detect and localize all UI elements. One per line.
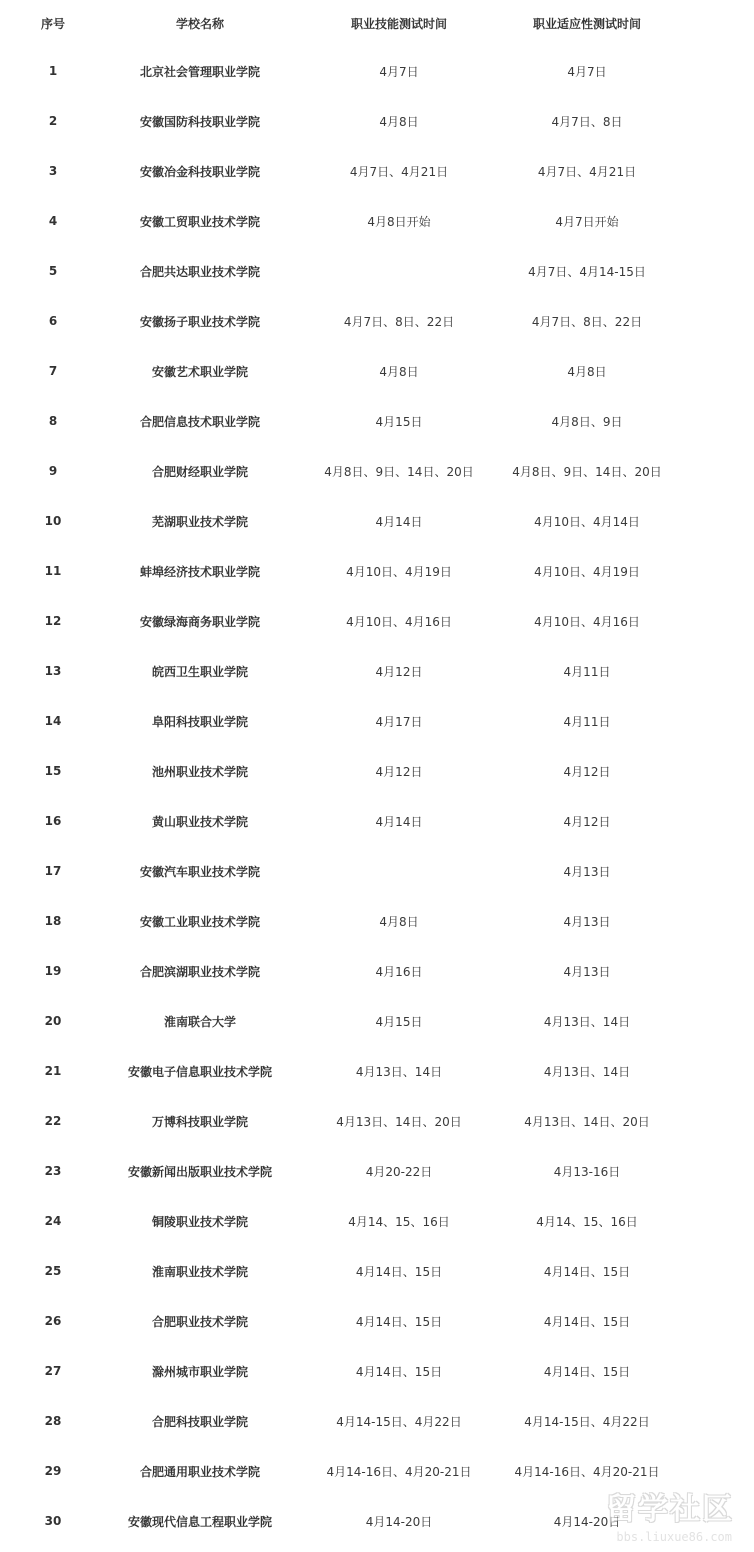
- aptitude-test-time: 4月14日、15日: [543, 1264, 631, 1279]
- table-row: [0, 1146, 754, 1196]
- school-name: 合肥信息技术职业学院: [139, 414, 260, 429]
- row-index: 16: [44, 814, 62, 828]
- school-name: 铜陵职业技术学院: [151, 1214, 248, 1229]
- table-row: [0, 1346, 754, 1396]
- skill-test-time: 4月10日、4月16日: [346, 614, 452, 629]
- row-spacer: [670, 396, 754, 446]
- school-name: 安徽现代信息工程职业学院: [127, 1514, 272, 1529]
- aptitude-test-time: 4月14日、15日: [543, 1364, 631, 1379]
- header-spacer: [670, 0, 754, 46]
- aptitude-test-time: 4月14-16日、4月20-21日: [514, 1464, 660, 1479]
- watermark-url: bbs.liuxue86.com: [616, 1530, 732, 1544]
- aptitude-test-time: 4月10日、4月14日: [534, 514, 640, 529]
- row-index: 24: [44, 1214, 62, 1228]
- row-spacer: [670, 1096, 754, 1146]
- school-name: 安徽艺术职业学院: [151, 364, 248, 379]
- school-name: 安徽汽车职业技术学院: [139, 864, 260, 879]
- table-row: [0, 1246, 754, 1296]
- table-row: [0, 1446, 754, 1496]
- row-index: 19: [44, 964, 62, 978]
- school-name: 安徽新闻出版职业技术学院: [127, 1164, 272, 1179]
- school-name: 合肥通用职业技术学院: [139, 1464, 260, 1479]
- school-name: 合肥共达职业技术学院: [139, 264, 260, 279]
- skill-test-time: 4月12日: [375, 764, 423, 779]
- aptitude-test-time: 4月7日、4月21日: [537, 164, 637, 179]
- row-index: 25: [44, 1264, 62, 1278]
- school-name: 安徽工业职业技术学院: [139, 914, 260, 929]
- table-row: [0, 846, 754, 896]
- row-spacer: [670, 846, 754, 896]
- skill-test-time: 4月8日、9日、14日、20日: [324, 464, 474, 479]
- row-index: 22: [44, 1114, 62, 1128]
- table-row: [0, 946, 754, 996]
- skill-test-time: 4月8日: [379, 364, 419, 379]
- row-spacer: [670, 1296, 754, 1346]
- aptitude-test-time: 4月14、15、16日: [536, 1214, 638, 1229]
- school-name: 安徽工贸职业技术学院: [139, 214, 260, 229]
- table-row: [0, 646, 754, 696]
- skill-test-time: 4月13日、14日、20日: [336, 1114, 462, 1129]
- skill-test-time: 4月10日、4月19日: [346, 564, 452, 579]
- table-row: [0, 596, 754, 646]
- skill-test-time: 4月14-20日: [365, 1514, 433, 1529]
- row-spacer: [670, 1046, 754, 1096]
- aptitude-test-time: 4月12日: [563, 764, 611, 779]
- school-name: 芜湖职业技术学院: [151, 514, 248, 529]
- header-school-name: 学校名称: [175, 16, 224, 31]
- table-row: [0, 46, 754, 96]
- row-index: 30: [44, 1514, 62, 1528]
- skill-test-time: 4月7日、4月21日: [349, 164, 449, 179]
- aptitude-test-time: 4月7日: [567, 64, 607, 79]
- skill-test-time: 4月13日、14日: [355, 1064, 443, 1079]
- table-row: [0, 1196, 754, 1246]
- skill-test-time: 4月16日: [375, 964, 423, 979]
- table-row: [0, 996, 754, 1046]
- row-spacer: [670, 696, 754, 746]
- skill-test-time: 4月14日、15日: [355, 1364, 443, 1379]
- row-index: 9: [48, 464, 58, 478]
- aptitude-test-time: 4月14日、15日: [543, 1314, 631, 1329]
- row-spacer: [670, 196, 754, 246]
- row-index: 14: [44, 714, 62, 728]
- aptitude-test-time: 4月7日、4月14-15日: [528, 264, 646, 279]
- table-row: [0, 746, 754, 796]
- aptitude-test-time: 4月7日、8日、22日: [531, 314, 643, 329]
- skill-test-time: 4月7日、8日、22日: [343, 314, 455, 329]
- row-index: 28: [44, 1414, 62, 1428]
- row-spacer: [670, 1196, 754, 1246]
- table-header-row: [0, 0, 754, 46]
- aptitude-test-time: 4月7日开始: [555, 214, 619, 229]
- row-index: 29: [44, 1464, 62, 1478]
- table-row: [0, 196, 754, 246]
- row-spacer: [670, 996, 754, 1046]
- skill-test-time: 4月20-22日: [365, 1164, 433, 1179]
- aptitude-test-time: 4月13日、14日: [543, 1064, 631, 1079]
- table-row: [0, 246, 754, 296]
- school-name: 安徽国防科技职业学院: [139, 114, 260, 129]
- row-spacer: [670, 1446, 754, 1496]
- skill-test-time: [294, 846, 504, 896]
- aptitude-test-time: 4月13-16日: [553, 1164, 621, 1179]
- row-spacer: [670, 946, 754, 996]
- table-row: [0, 96, 754, 146]
- row-spacer: [670, 46, 754, 96]
- header-index: 序号: [40, 16, 65, 31]
- row-index: 27: [44, 1364, 62, 1378]
- skill-test-time: 4月14日、15日: [355, 1264, 443, 1279]
- aptitude-test-time: 4月14-20日: [553, 1514, 621, 1529]
- skill-test-time: 4月8日开始: [367, 214, 431, 229]
- skill-test-time: [294, 246, 504, 296]
- school-name: 淮南职业技术学院: [151, 1264, 248, 1279]
- aptitude-test-time: 4月11日: [563, 714, 611, 729]
- skill-test-time: 4月17日: [375, 714, 423, 729]
- school-name: 淮南联合大学: [163, 1014, 236, 1029]
- table-row: [0, 346, 754, 396]
- school-name: 安徽绿海商务职业学院: [139, 614, 260, 629]
- row-index: 4: [48, 214, 58, 228]
- skill-test-time: 4月14、15、16日: [348, 1214, 450, 1229]
- row-index: 7: [48, 364, 58, 378]
- row-index: 20: [44, 1014, 62, 1028]
- row-spacer: [670, 96, 754, 146]
- row-index: 18: [44, 914, 62, 928]
- row-index: 13: [44, 664, 62, 678]
- table-row: [0, 1296, 754, 1346]
- school-name: 合肥滨湖职业技术学院: [139, 964, 260, 979]
- school-name: 安徽扬子职业技术学院: [139, 314, 260, 329]
- row-index: 6: [48, 314, 58, 328]
- school-name: 安徽冶金科技职业学院: [139, 164, 260, 179]
- school-name: 安徽电子信息职业技术学院: [127, 1064, 272, 1079]
- row-index: 17: [44, 864, 62, 878]
- row-spacer: [670, 296, 754, 346]
- row-index: 26: [44, 1314, 62, 1328]
- school-name: 池州职业技术学院: [151, 764, 248, 779]
- header-aptitude-test-time: 职业适应性测试时间: [532, 16, 641, 31]
- row-spacer: [670, 1146, 754, 1196]
- school-name: 合肥科技职业学院: [151, 1414, 248, 1429]
- skill-test-time: 4月15日: [375, 414, 423, 429]
- table-row: [0, 146, 754, 196]
- aptitude-test-time: 4月10日、4月16日: [534, 614, 640, 629]
- row-spacer: [670, 246, 754, 296]
- row-spacer: [670, 1346, 754, 1396]
- school-name: 蚌埠经济技术职业学院: [139, 564, 260, 579]
- header-skill-test-time: 职业技能测试时间: [350, 16, 447, 31]
- table-row: [0, 546, 754, 596]
- row-index: 1: [48, 64, 58, 78]
- table-row: [0, 1046, 754, 1096]
- aptitude-test-time: 4月13日: [563, 964, 611, 979]
- row-index: 2: [48, 114, 58, 128]
- row-spacer: [670, 496, 754, 546]
- table-row: [0, 1496, 754, 1546]
- table-row: [0, 796, 754, 846]
- aptitude-test-time: 4月13日: [563, 914, 611, 929]
- skill-test-time: 4月14-15日、4月22日: [336, 1414, 462, 1429]
- row-index: 8: [48, 414, 58, 428]
- aptitude-test-time: 4月12日: [563, 814, 611, 829]
- row-index: 21: [44, 1064, 62, 1078]
- skill-test-time: 4月14-16日、4月20-21日: [326, 1464, 472, 1479]
- row-index: 3: [48, 164, 58, 178]
- row-spacer: [670, 446, 754, 496]
- row-spacer: [670, 746, 754, 796]
- row-spacer: [670, 1246, 754, 1296]
- skill-test-time: 4月14日、15日: [355, 1314, 443, 1329]
- aptitude-test-time: 4月11日: [563, 664, 611, 679]
- row-spacer: [670, 596, 754, 646]
- row-spacer: [670, 346, 754, 396]
- aptitude-test-time: 4月13日、14日: [543, 1014, 631, 1029]
- table-row: [0, 446, 754, 496]
- school-name: 滁州城市职业学院: [151, 1364, 248, 1379]
- skill-test-time: 4月8日: [379, 914, 419, 929]
- table-row: [0, 896, 754, 946]
- skill-test-time: 4月12日: [375, 664, 423, 679]
- aptitude-test-time: 4月13日、14日、20日: [524, 1114, 650, 1129]
- aptitude-test-time: 4月7日、8日: [551, 114, 623, 129]
- aptitude-test-time: 4月13日: [563, 864, 611, 879]
- skill-test-time: 4月15日: [375, 1014, 423, 1029]
- school-name: 合肥财经职业学院: [151, 464, 248, 479]
- row-index: 11: [44, 564, 62, 578]
- school-name: 皖西卫生职业学院: [151, 664, 248, 679]
- skill-test-time: 4月14日: [375, 514, 423, 529]
- table-row: [0, 1396, 754, 1446]
- row-spacer: [670, 1396, 754, 1446]
- row-index: 12: [44, 614, 62, 628]
- row-spacer: [670, 1496, 754, 1546]
- aptitude-test-time: 4月10日、4月19日: [534, 564, 640, 579]
- table-row: [0, 296, 754, 346]
- table-row: [0, 1096, 754, 1146]
- row-index: 23: [44, 1164, 62, 1178]
- aptitude-test-time: 4月8日、9日、14日、20日: [512, 464, 662, 479]
- table-row: [0, 696, 754, 746]
- row-index: 15: [44, 764, 62, 778]
- table-row: [0, 396, 754, 446]
- table-row: [0, 496, 754, 546]
- school-name: 阜阳科技职业学院: [151, 714, 248, 729]
- aptitude-test-time: 4月14-15日、4月22日: [524, 1414, 650, 1429]
- aptitude-test-time: 4月8日、9日: [551, 414, 623, 429]
- school-name: 黄山职业技术学院: [151, 814, 248, 829]
- row-spacer: [670, 646, 754, 696]
- skill-test-time: 4月8日: [379, 114, 419, 129]
- skill-test-time: 4月14日: [375, 814, 423, 829]
- row-index: 5: [48, 264, 58, 278]
- row-spacer: [670, 896, 754, 946]
- school-name: 合肥职业技术学院: [151, 1314, 248, 1329]
- row-index: 10: [44, 514, 62, 528]
- watermark-logo-text: 留学社区: [606, 1492, 734, 1527]
- school-name: 万博科技职业学院: [151, 1114, 248, 1129]
- school-name: 北京社会管理职业学院: [139, 64, 260, 79]
- aptitude-test-time: 4月8日: [567, 364, 607, 379]
- row-spacer: [670, 146, 754, 196]
- row-spacer: [670, 546, 754, 596]
- row-spacer: [670, 796, 754, 846]
- skill-test-time: 4月7日: [379, 64, 419, 79]
